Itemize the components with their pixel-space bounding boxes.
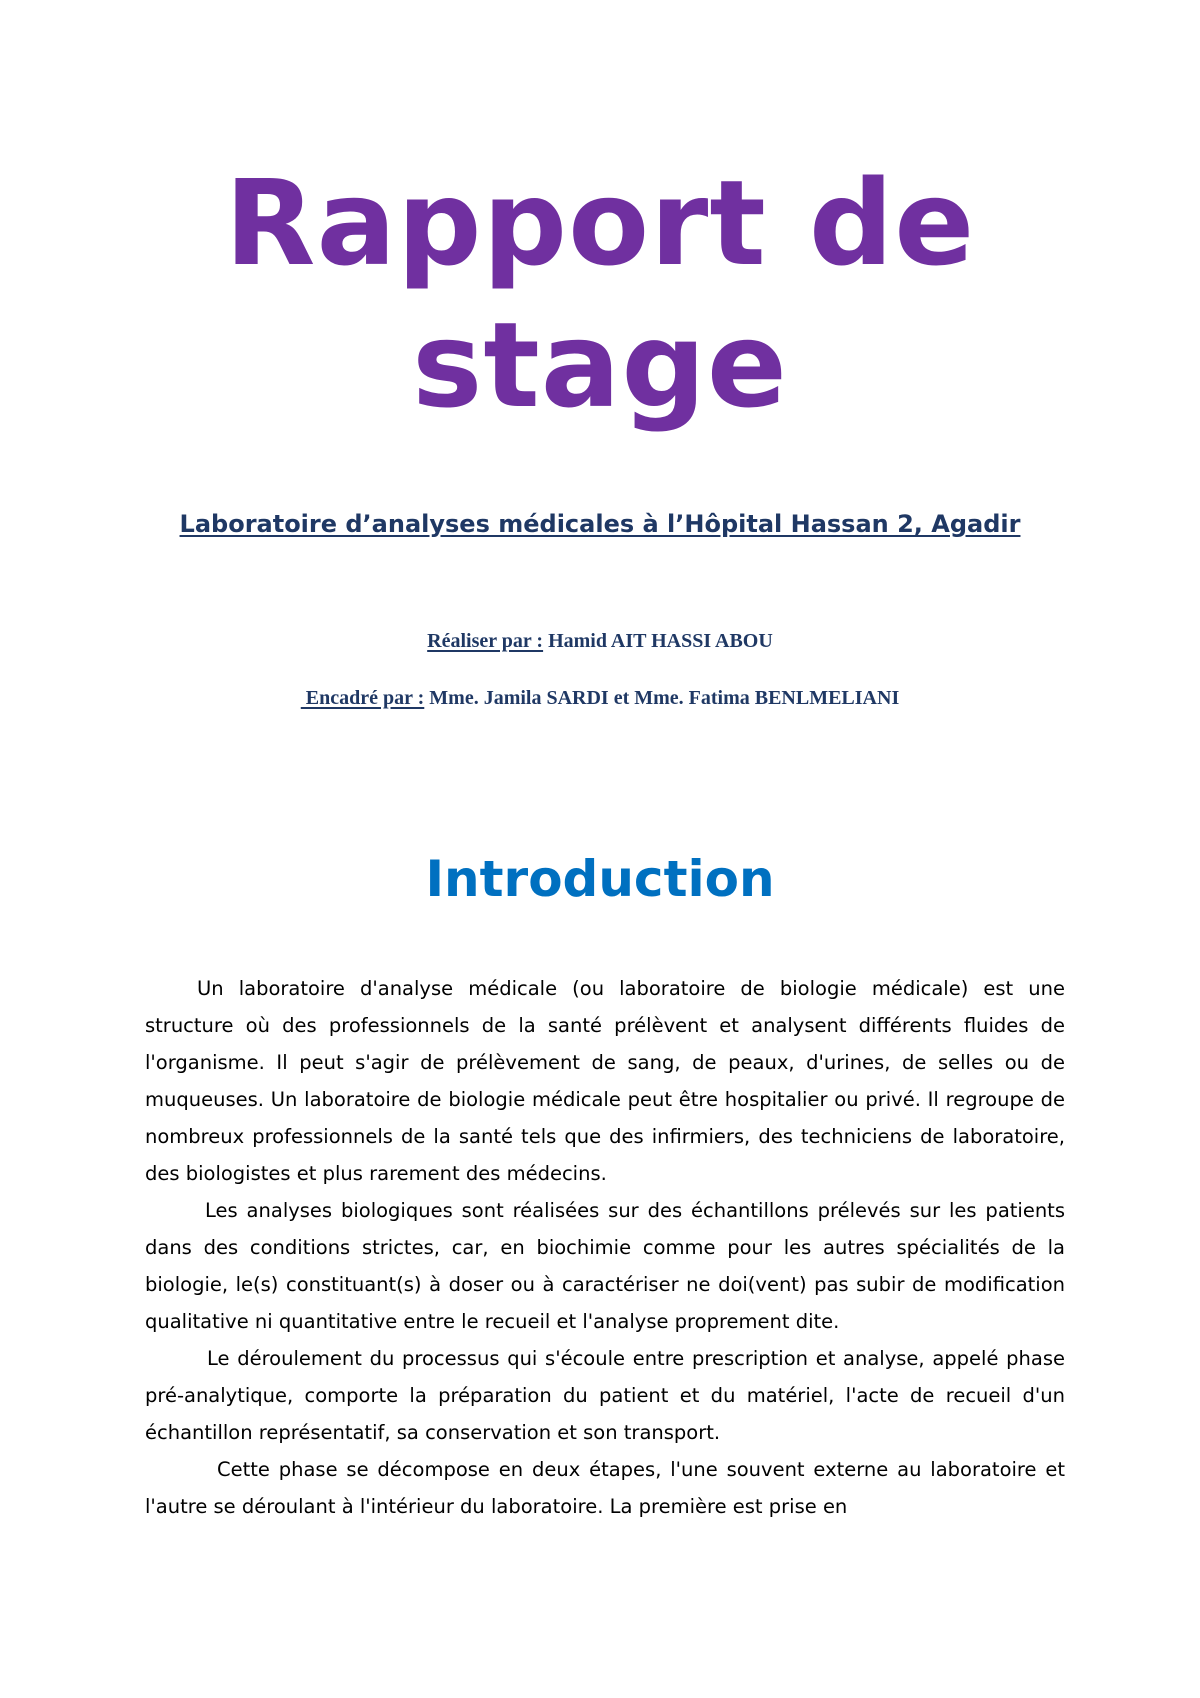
paragraph: Cette phase se décompose en deux étapes, l'une souvent externe au laboratoire et l'autre se déroulant à l'intérieur du laboratoire. La première est prise en (145, 1458, 1065, 1518)
author-label: Réaliser par : (427, 630, 544, 652)
supervisor-credit (100, 685, 1100, 711)
supervisor-label: Encadré par : (300, 687, 425, 709)
author-credit (100, 628, 1100, 654)
paragraph: Les analyses biologiques sont réalisées sur des échantillons prélevés sur les patients dans des conditions strictes, car, en biochimie comme pour les autres spécialités de la biologie, le(s) constituant(s) à doser ou à caractériser ne doi(vent) pas subir de modification qualitative ni quantitative entre le recueil et l'analyse proprement dite. (145, 1199, 1065, 1333)
main-title-line-1: Rapport de (224, 154, 976, 292)
author-name: Hamid AIT HASSI ABOU (543, 630, 773, 652)
paragraph: Un laboratoire d'analyse médicale (ou laboratoire de biologie médicale) est une structure où des professionnels de la santé prélèvent et analysent différents fluides de l'organisme. Il peut s'agir de prélèvement de sang, de peaux, d'urines, de selles ou de muqueuses. Un laboratoire de biologie médicale peut être hospitalier ou privé. Il regroupe de nombreux professionnels de la santé tels que des infirmiers, des techniciens de laboratoire, des biologistes et plus rarement des médecins. (145, 977, 1065, 1185)
main-title-line-2: stage (412, 296, 788, 434)
paragraph: Le déroulement du processus qui s'écoule entre prescription et analyse, appelé phase pré-analytique, comporte la préparation du patient et du matériel, l'acte de recueil d'un échantillon représentatif, sa conservation et son transport. (145, 1347, 1065, 1444)
introduction-body (145, 970, 1065, 1525)
supervisor-names: Mme. Jamila SARDI et Mme. Fatima BENLMELIANI (424, 687, 900, 709)
main-title (100, 152, 1100, 436)
subtitle: Laboratoire d’analyses médicales à l’Hôpital Hassan 2, Agadir (179, 510, 1021, 538)
section-heading: Introduction (425, 850, 775, 908)
